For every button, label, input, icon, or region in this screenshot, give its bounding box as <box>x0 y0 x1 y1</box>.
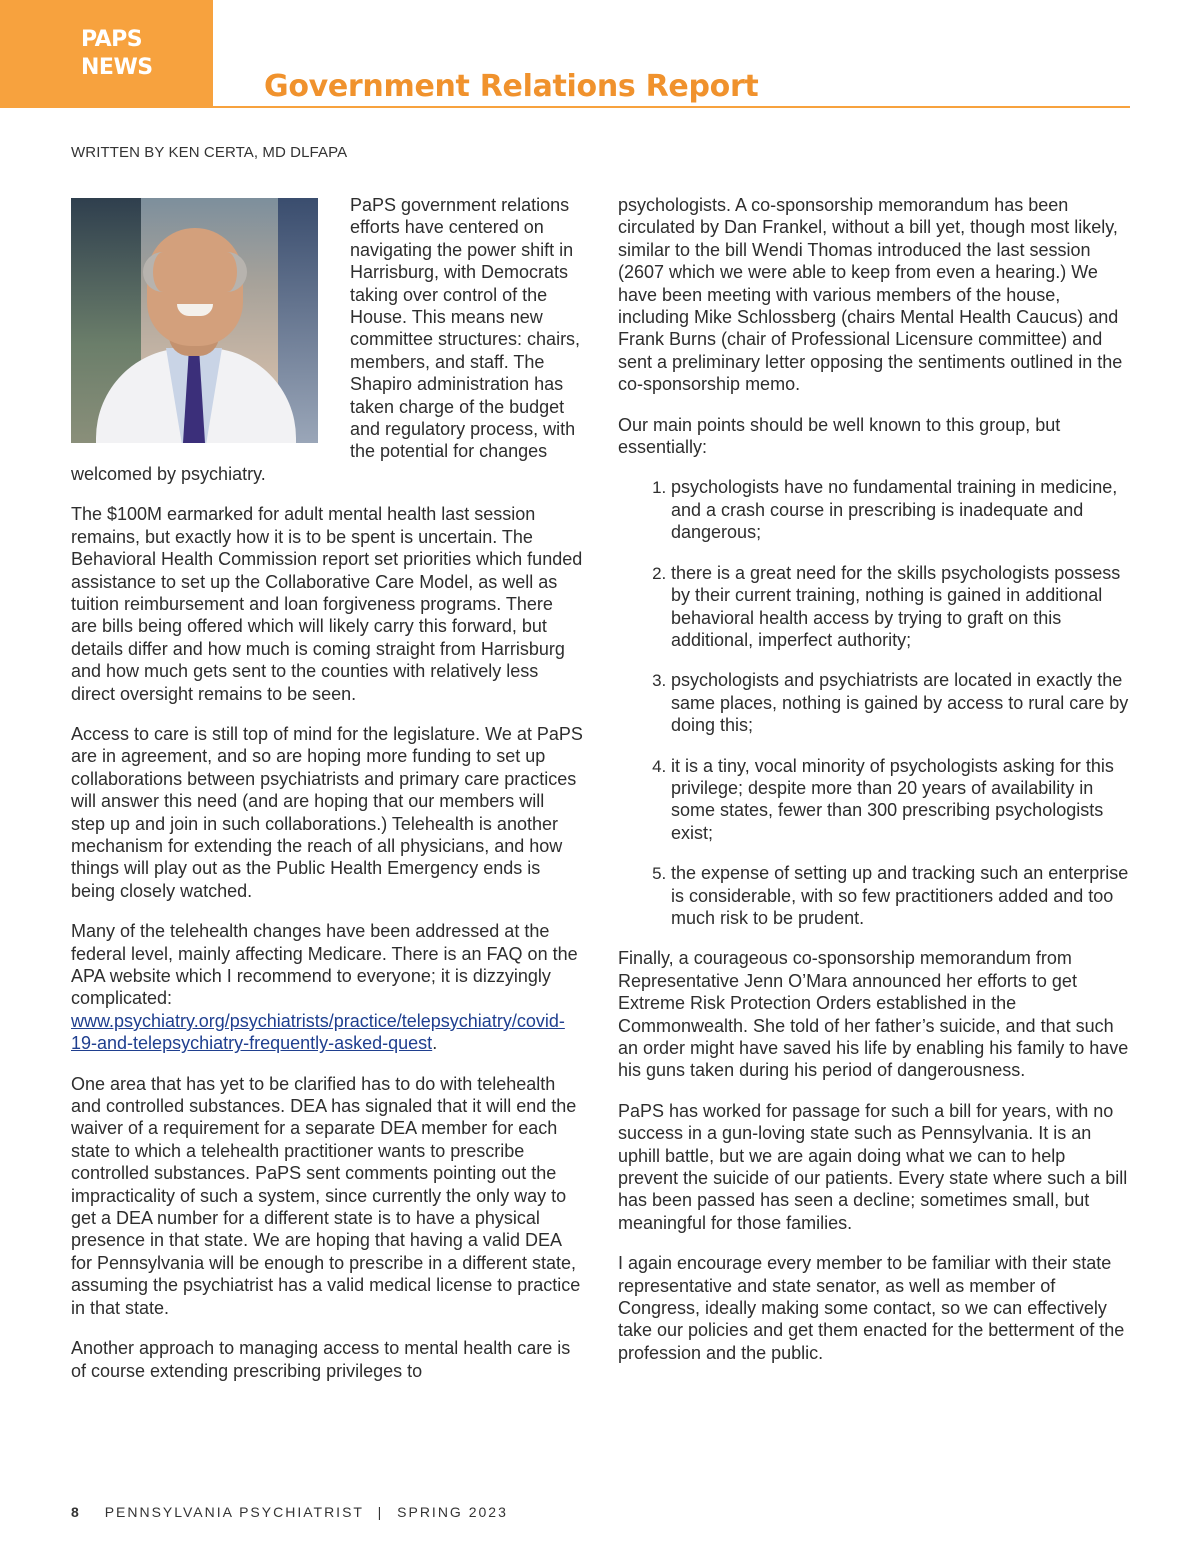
paragraph: Finally, a courageous co-sponsorship memorandum from Representative Jenn O’Mara announced her efforts to get Extreme Risk Protection Orders established in the Commonwealth. She told of her father’s suicide, and that such an order might have saved his life by enabling his family to have his guns taken during his period of dangerousness. <box>618 948 1129 1081</box>
paragraph-end: . <box>432 1033 438 1054</box>
paragraph: Access to care is still top of mind for the legislature. We at PaPS are in agreement, and so are hoping more funding to set up collaborations between psychiatrists and primary care practices will answer this need (and are hoping that our members will step up and join in such collaborations.) Telehealth is another mechanism for extending the reach of all physicians, and how things will play out as the Public Health Emergency ends is being closely watched. <box>71 723 583 901</box>
page-footer <box>71 1504 508 1520</box>
paps-news-badge <box>0 0 213 108</box>
page-title: Government Relations Report <box>264 69 759 104</box>
right-column <box>618 194 1130 1382</box>
badge-line-1: PAPS <box>81 27 143 52</box>
apa-faq-link[interactable]: www.psychiatry.org/psychiatrists/practice/telepsychiatry/covid-19-and-telepsychiatry-frequently-asked-quest <box>71 1010 565 1054</box>
paragraph <box>71 920 583 1054</box>
author-photo <box>71 198 318 443</box>
issue-label: SPRING 2023 <box>397 1504 508 1520</box>
byline: WRITTEN BY KEN CERTA, MD DLFAPA <box>71 144 348 161</box>
paragraph: One area that has yet to be clarified has to do with telehealth and controlled substances. DEA has signaled that it will end the waiver of a requirement for a separate DEA member for each state to which a telehealth practitioner wants to prescribe controlled substances. PaPS sent comments pointing out the impracticality of such a system, since currently the only way to get a DEA number for a different state is to have a physical presence in that state. We are hoping that having a valid DEA for Pennsylvania will be enough to prescribe in a different state, assuming the psychiatrist has a valid medical license to practice in that state. <box>71 1073 581 1318</box>
paragraph: Another approach to managing access to mental health care is of course extending prescribing privileges to <box>71 1338 571 1381</box>
left-column <box>71 194 583 1400</box>
paragraph: I again encourage every member to be familiar with their state representative and state senator, as well as member of Congress, ideally making some contact, so we can effectively take our policies and get them enacted for the betterment of the profession and the public. <box>618 1253 1125 1363</box>
footer-separator: | <box>377 1504 384 1520</box>
paragraph: PaPS has worked for passage for such a bill for years, with no success in a gun-loving state such as Pennsylvania. It is an uphill battle, but we are again doing what we can to help prevent the suicide of our patients. Every state where such a bill has been passed has seen a decline; sometimes small, but meaningful for those families. <box>618 1100 1128 1233</box>
paragraph: Our main points should be well known to this group, but essentially: <box>618 414 1061 458</box>
list-item: 4. it is a tiny, vocal minority of psychologists asking for this privilege; despite more than 20 years of availability in some states, fewer than 300 prescribing psychologists exist; <box>671 755 1130 845</box>
main-points-list <box>618 476 1130 929</box>
publication-name: PENNSYLVANIA PSYCHIATRIST <box>104 1504 364 1520</box>
paragraph: psychologists. A co-sponsorship memorandum has been circulated by Dan Frankel, without a bill yet, though most likely, similar to the bill Wendi Thomas introduced the last session (2607 which we were able to keep from even a hearing.) We have been meeting with various members of the house, including Mike Schlossberg (chairs Mental Health Caucus) and Frank Burns (chair of Professional Licensure committee) and sent a preliminary letter opposing the sentiments outlined in the co-sponsorship memo. <box>618 195 1123 395</box>
page-number: 8 <box>71 1504 79 1520</box>
list-item: 5. the expense of setting up and tracking such an enterprise is considerable, with so few practitioners added and too much risk to be prudent. <box>671 862 1130 929</box>
list-item: 2. there is a great need for the skills psychologists possess by their current training, nothing is gained in additional behavioral health access by trying to graft on this additional, imperfect authority; <box>671 562 1130 652</box>
paragraph: PaPS government relations efforts have centered on navigating the power shift in Harrisburg, with Democrats taking over control of the House. This means new committee structures: chairs, members, and staff. The Shapiro administration has taken charge of the budget and regulatory process, with the potential for changes welcomed by psychiatry. <box>71 195 581 484</box>
paragraph-text: Many of the telehealth changes have been addressed at the federal level, mainly affecting Medicare. There is an FAQ on the APA website which I recommend to everyone; it is dizzyingly complicated: <box>71 921 578 1009</box>
badge-line-2: NEWS <box>81 55 153 80</box>
paragraph: The $100M earmarked for adult mental health last session remains, but exactly how it is to be spent is uncertain. The Behavioral Health Commission report set priorities which funded assistance to set up the Collaborative Care Model, as well as tuition reimbursement and loan forgiveness programs. There are bills being offered which will likely carry this forward, but details differ and how much is coming straight from Harrisburg and how much gets sent to the counties with relatively less direct oversight remains to be seen. <box>71 504 583 704</box>
list-item: 3. psychologists and psychiatrists are located in exactly the same places, nothing is gained by access to rural care by doing this; <box>671 669 1130 736</box>
list-item: 1. psychologists have no fundamental training in medicine, and a crash course in prescribing is inadequate and dangerous; <box>671 476 1130 543</box>
title-divider <box>213 106 1130 108</box>
